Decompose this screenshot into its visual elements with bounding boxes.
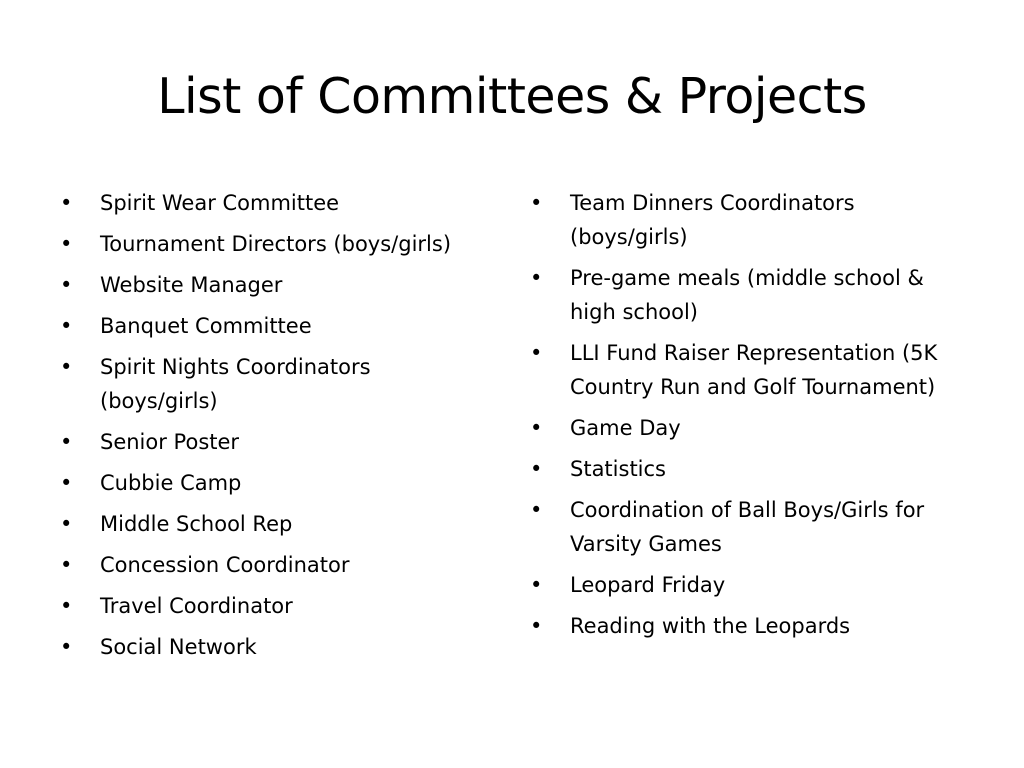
bullet-icon: • (60, 635, 73, 659)
list-item (60, 507, 490, 541)
list-item (530, 452, 970, 486)
list-item (60, 425, 490, 459)
bullet-icon: • (60, 430, 73, 454)
slide-title: List of Committees & Projects (157, 68, 867, 125)
bullet-icon: • (60, 553, 73, 577)
list-item-text: LLI Fund Raiser Representation (5K Country Run and Golf Tournament) (570, 341, 938, 399)
bullet-icon: • (60, 594, 73, 618)
bullet-icon: • (60, 355, 73, 379)
list-item-text: Pre-game meals (middle school & high school) (570, 266, 924, 324)
list-item-text: Middle School Rep (100, 512, 293, 536)
list-item-text: Banquet Committee (100, 314, 312, 338)
list-item-text: Website Manager (100, 273, 283, 297)
bullet-icon: • (60, 512, 73, 536)
list-item-text: Leopard Friday (570, 573, 726, 597)
bullet-icon: • (530, 573, 543, 597)
list-item-text: Cubbie Camp (100, 471, 242, 495)
list-item-text: Reading with the Leopards (570, 614, 851, 638)
list-item (60, 548, 490, 582)
list-item-text: Spirit Nights Coordinators (boys/girls) (100, 355, 371, 413)
list-item-text: Tournament Directors (boys/girls) (100, 232, 452, 256)
list-item (60, 186, 490, 220)
list-item (530, 186, 970, 254)
list-item-text: Coordination of Ball Boys/Girls for Varsity Games (570, 498, 925, 556)
list-item-text: Travel Coordinator (100, 594, 293, 618)
right-bullet-list (530, 186, 970, 650)
list-item (530, 609, 970, 643)
bullet-icon: • (60, 471, 73, 495)
left-bullet-list (60, 186, 490, 671)
list-item-text: Spirit Wear Committee (100, 191, 340, 215)
bullet-icon: • (60, 191, 73, 215)
list-item (530, 411, 970, 445)
list-item-text: Team Dinners Coordinators (boys/girls) (570, 191, 855, 249)
list-item (60, 630, 490, 664)
list-item (530, 493, 970, 561)
bullet-icon: • (530, 457, 543, 481)
list-item (60, 268, 490, 302)
list-item (530, 568, 970, 602)
bullet-icon: • (530, 498, 543, 522)
bullet-icon: • (530, 614, 543, 638)
bullet-icon: • (530, 416, 543, 440)
bullet-icon: • (60, 273, 73, 297)
bullet-icon: • (530, 341, 543, 365)
list-item (60, 589, 490, 623)
list-item (60, 350, 490, 418)
bullet-icon: • (530, 266, 543, 290)
bullet-icon: • (60, 314, 73, 338)
list-item (530, 261, 970, 329)
list-item (530, 336, 970, 404)
list-item (60, 309, 490, 343)
bullet-icon: • (60, 232, 73, 256)
list-item-text: Social Network (100, 635, 257, 659)
list-item (60, 227, 490, 261)
list-item-text: Concession Coordinator (100, 553, 350, 577)
bullet-icon: • (530, 191, 543, 215)
list-item-text: Senior Poster (100, 430, 240, 454)
list-item (60, 466, 490, 500)
list-item-text: Game Day (570, 416, 681, 440)
list-item-text: Statistics (570, 457, 666, 481)
